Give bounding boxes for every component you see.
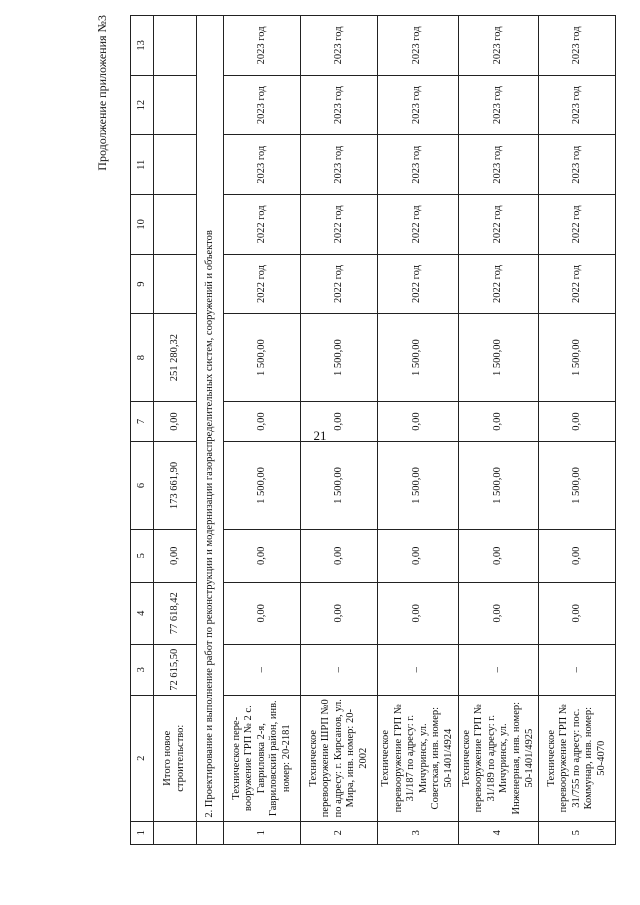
table-cell: 0,00 (539, 529, 616, 582)
table-row (539, 16, 616, 845)
appendix-table (130, 15, 616, 845)
column-number: 3 (131, 644, 154, 695)
column-number: 4 (131, 582, 154, 644)
table-cell: 1 500,00 (539, 442, 616, 529)
column-number: 13 (131, 16, 154, 76)
table-cell: 2023 год (458, 16, 539, 76)
continuation-label: Продолжение приложения №3 (95, 15, 109, 171)
column-number: 10 (131, 195, 154, 255)
table-cell: 2022 год (378, 195, 459, 255)
table-cell: 2022 год (224, 195, 301, 255)
table-cell: 1 500,00 (301, 314, 378, 401)
table-row (378, 16, 459, 845)
table-cell: 2022 год (458, 254, 539, 314)
table-cell: – (301, 644, 378, 695)
table-cell: 2023 год (539, 16, 616, 76)
table-cell: 0,00 (301, 401, 378, 441)
total-row-cell: 173 661,90 (154, 442, 197, 529)
table-row (458, 16, 539, 845)
row-number: 1 (224, 821, 301, 844)
row-number: 2 (301, 821, 378, 844)
total-row-cell (154, 195, 197, 255)
table-cell: 2023 год (301, 75, 378, 135)
table-cell: 0,00 (301, 582, 378, 644)
table-cell: 1 500,00 (539, 314, 616, 401)
total-row-cell (154, 254, 197, 314)
object-name: Техническое перевооружение ГРП № 31/187 по адресу: г. Мичуринск, ул. Советская, инв. номер: 50-1401/4924 (378, 695, 459, 821)
table-cell: 2022 год (301, 254, 378, 314)
table-row (224, 16, 301, 845)
table-cell: 2022 год (378, 254, 459, 314)
total-row-cell: 72 615,50 (154, 644, 197, 695)
page-number: 21 (313, 428, 327, 443)
total-row-cell: 0,00 (154, 401, 197, 441)
table-cell: 2023 год (539, 75, 616, 135)
section-row-num-cell (197, 821, 224, 844)
column-number: 12 (131, 75, 154, 135)
table-cell: 2022 год (301, 195, 378, 255)
total-row-cell (154, 135, 197, 195)
table-cell: 2023 год (301, 135, 378, 195)
table-cell: 2022 год (458, 195, 539, 255)
column-number: 5 (131, 529, 154, 582)
total-row-cell (154, 75, 197, 135)
table-cell: 0,00 (378, 529, 459, 582)
column-number: 2 (131, 695, 154, 821)
table-cell: – (458, 644, 539, 695)
table-cell: – (378, 644, 459, 695)
table-cell: 2023 год (224, 135, 301, 195)
object-name: Техническое перевооружение ШРП №0 по адресу: г. Кирсанов, ул. Мира, инв. номер: 20-2002 (301, 695, 378, 821)
table-cell: 2023 год (458, 135, 539, 195)
table-cell: 2023 год (539, 135, 616, 195)
table-cell: 2022 год (224, 254, 301, 314)
total-row-cell: 251 280,32 (154, 314, 197, 401)
column-number: 8 (131, 314, 154, 401)
table-cell: 0,00 (378, 582, 459, 644)
table-cell: 1 500,00 (378, 442, 459, 529)
object-name: Техническое перевооружение ГРП № 31/189 по адресу: г. Мичуринск, ул. Инженерная, инв. номер: 50-1401/4925 (458, 695, 539, 821)
table-cell: 2023 год (378, 75, 459, 135)
table-cell: 0,00 (458, 401, 539, 441)
section-row (197, 16, 224, 845)
column-number: 9 (131, 254, 154, 314)
table-cell: 1 500,00 (224, 314, 301, 401)
table-cell: 1 500,00 (458, 442, 539, 529)
column-number: 11 (131, 135, 154, 195)
table-cell: – (224, 644, 301, 695)
table-cell: – (539, 644, 616, 695)
column-number: 6 (131, 442, 154, 529)
total-row-cell (154, 16, 197, 76)
header-row (131, 16, 154, 845)
section-title: 2. Проектирование и выполнение работ по реконструкции и модернизации газораспределительных систем, сооружений и объектов (197, 16, 224, 822)
table-cell: 1 500,00 (224, 442, 301, 529)
table-cell: 1 500,00 (458, 314, 539, 401)
table-cell: 0,00 (224, 401, 301, 441)
table-cell: 2022 год (539, 254, 616, 314)
table-cell: 2023 год (224, 75, 301, 135)
table-cell: 0,00 (224, 582, 301, 644)
table-cell: 2023 год (224, 16, 301, 76)
table-cell: 2023 год (458, 75, 539, 135)
total-row (154, 16, 197, 845)
table-cell: 1 500,00 (301, 442, 378, 529)
rotated-table-page (78, 15, 608, 845)
table-cell: 0,00 (539, 401, 616, 441)
table-cell: 2022 год (539, 195, 616, 255)
table-cell: 2023 год (378, 135, 459, 195)
row-number: 5 (539, 821, 616, 844)
row-number: 4 (458, 821, 539, 844)
table-cell: 0,00 (224, 529, 301, 582)
table-cell: 0,00 (458, 529, 539, 582)
table-row (301, 16, 378, 845)
table-cell: 0,00 (458, 582, 539, 644)
total-row-label: Итого новое строительство: (154, 695, 197, 821)
table-cell: 0,00 (301, 529, 378, 582)
total-row-cell: 0,00 (154, 529, 197, 582)
object-name: Техническое перевооружение ГРП № 31/755 по адресу: пос. Коммунар, инв. номер: 50-4070 (539, 695, 616, 821)
table-cell: 0,00 (539, 582, 616, 644)
table-cell: 1 500,00 (378, 314, 459, 401)
table-cell: 2023 год (301, 16, 378, 76)
object-name: Техническое пере-вооружение ГРП № 2 с. Гавриловка 2-я, Гавриловский район, инв. номер: 20-2181 (224, 695, 301, 821)
row-number: 3 (378, 821, 459, 844)
total-row-cell: 77 618,42 (154, 582, 197, 644)
column-number: 1 (131, 821, 154, 844)
table-cell: 0,00 (378, 401, 459, 441)
column-number: 7 (131, 401, 154, 441)
total-row-num-cell (154, 821, 197, 844)
table-cell: 2023 год (378, 16, 459, 76)
